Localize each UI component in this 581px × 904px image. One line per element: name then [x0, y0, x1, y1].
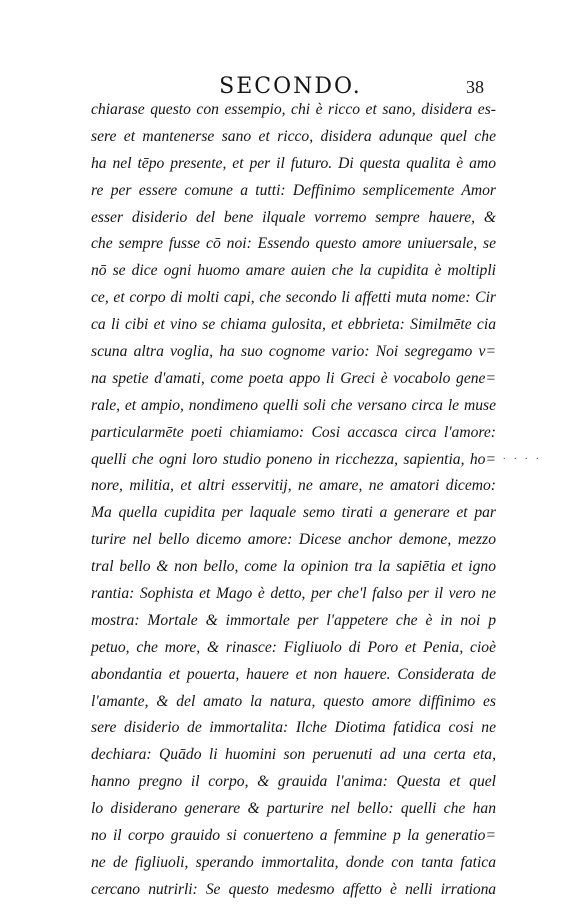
text-line: Ma quella cupidita per laquale semo tirati a generare et par — [91, 504, 496, 522]
text-line: esser disiderio del bene ilquale vorremo sempre hauere, & — [91, 208, 496, 226]
text-line: dechiara: Quādo li huomini son peruenuti ad una certa eta, — [91, 746, 496, 764]
text-line: ca li cibi et vino se chiama gulosita, et ebbrieta: Similmēte cia — [91, 316, 496, 334]
text-line: sere disiderio de immortalita: Ilche Diotima fatidica cosi ne — [91, 719, 496, 737]
text-line: che sempre fusse cō noi: Essendo questo amore uniuersale, se — [91, 235, 496, 253]
body-text — [91, 97, 496, 904]
text-line: lo disiderano generare & parturire nel bello: quelli che han — [91, 800, 496, 818]
text-line: scuna altra voglia, ha suo cognome vario: Noi segregamo v= — [91, 343, 496, 361]
text-line: re per essere comune a tutti: Deffinimo semplicemente Amor — [91, 181, 496, 199]
page-number: 38 — [466, 77, 484, 97]
text-line: quelli che ogni loro studio poneno in ricchezza, sapientia, ho= — [91, 450, 496, 468]
text-line: tral bello & non bello, come la opinion tra la sapiētia et igno — [91, 558, 496, 576]
text-line: mostra: Mortale & immortale per l'appetere che è in noi p — [91, 611, 496, 629]
text-line: chiarase questo con essempio, chi è ricco et sano, disidera es- — [91, 101, 496, 118]
text-line: cercano nutrirli: Se questo medesmo affetto è nelli irrationa — [91, 880, 496, 898]
text-line: petuo, che more, & rinasce: Figliuolo di Poro et Penia, cioè — [91, 638, 496, 656]
text-line: hanno pregno il corpo, & grauida l'anima: Questa et quel — [91, 773, 496, 791]
text-line: sere et mantenerse sano et ricco, disidera adunque quel che — [91, 127, 496, 145]
running-head — [0, 74, 581, 99]
text-line: ne de figliuoli, sperando immortalita, donde con tanta fatica — [91, 853, 496, 871]
text-line: abondantia et pouerta, hauere et non hauere. Considerata de — [91, 665, 496, 683]
margin-marks: . . . . — [503, 451, 542, 462]
text-line: rale, et ampio, nondimeno quelli soli che versano circa le muse — [91, 396, 496, 414]
text-line: nō se dice ogni huomo amare auien che la cupidita è moltipli — [91, 262, 496, 280]
text-line: particularmēte poeti chiamiamo: Cosi accasca circa l'amore: — [91, 423, 496, 441]
text-line: nore, militia, et altri esservitij, ne amare, ne amatori dicemo: — [91, 477, 496, 495]
text-line: turire nel bello dicemo amore: Dicese anchor demone, mezzo — [91, 531, 496, 549]
text-line: l'amante, & del amato la natura, questo amore diffinimo es — [91, 692, 496, 710]
running-title: SECONDO. — [219, 74, 362, 99]
text-line: ha nel tēpo presente, et per il futuro. Di questa qualita è amo — [91, 154, 496, 172]
text-line: na spetie d'amati, come poeta appo li Greci è vocabolo gene= — [91, 369, 496, 387]
text-line: rantia: Sophista et Mago è detto, per che'l falso per il vero ne — [91, 585, 496, 603]
text-line: no il corpo grauido si conuerteno a femmine p la generatio= — [91, 827, 496, 845]
text-line: ce, et corpo di molti capi, che secondo li affetti muta nome: Cir — [91, 289, 496, 307]
